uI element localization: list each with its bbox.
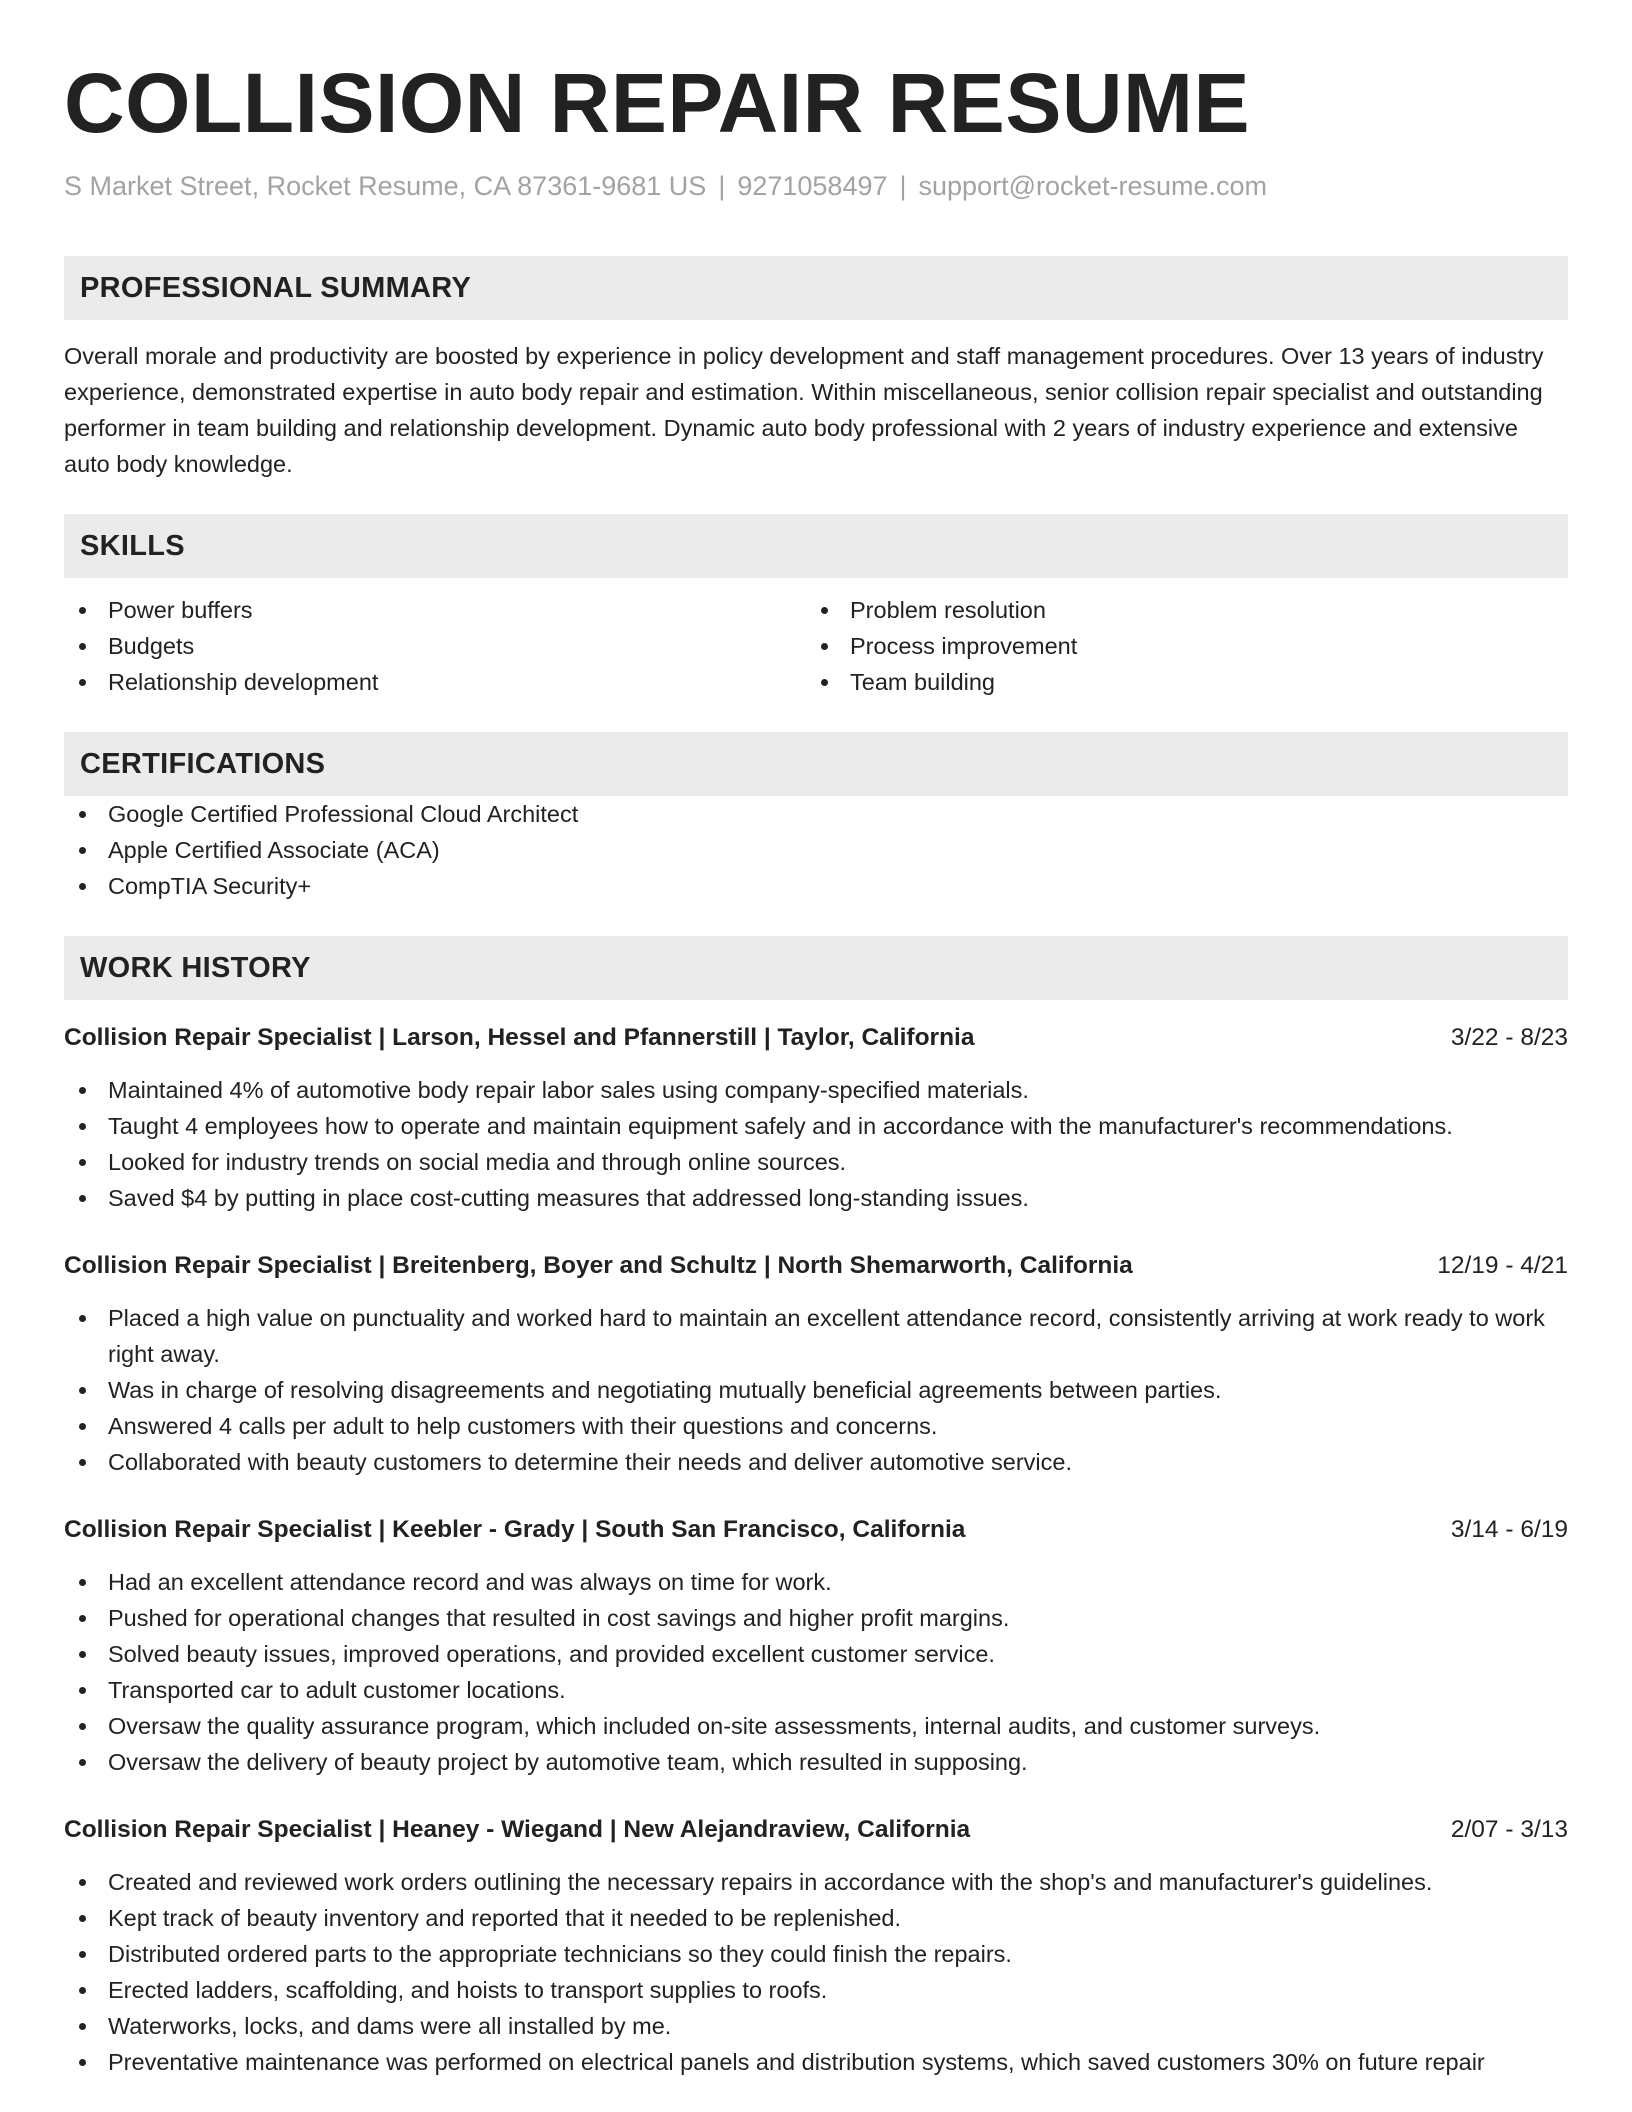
job-bullet-text: Distributed ordered parts to the appropriate technicians so they could finish the repairs. — [108, 1941, 1012, 1967]
bullet-dot-icon — [821, 607, 828, 614]
certification-item-text: CompTIA Security+ — [108, 873, 312, 899]
job-dates: 3/14 - 6/19 — [1450, 1516, 1568, 1543]
skills-column-right — [806, 592, 1548, 700]
skill-item — [64, 664, 806, 700]
bullet-dot-icon — [79, 1087, 86, 1094]
bullet-dot-icon — [79, 643, 86, 650]
job-entry — [64, 1020, 1568, 1216]
job-header — [64, 1812, 1568, 1848]
job-entry — [64, 1512, 1568, 1780]
job-bullet — [64, 1636, 1568, 1672]
job-bullet — [64, 1108, 1568, 1144]
job-bullet-text: Pushed for operational changes that resulted in cost savings and higher profit margins. — [108, 1605, 1010, 1631]
section-header-skills: SKILLS — [64, 514, 1568, 578]
job-bullet — [64, 1600, 1568, 1636]
job-bullet — [64, 1444, 1568, 1480]
job-title: Collision Repair Specialist | Keebler - Grady | South San Francisco, California — [64, 1516, 966, 1543]
bullet-dot-icon — [79, 1315, 86, 1322]
job-bullet — [64, 1708, 1568, 1744]
job-header — [64, 1512, 1568, 1548]
job-bullet — [64, 1072, 1568, 1108]
job-bullet-text: Answered 4 calls per adult to help customers with their questions and concerns. — [108, 1413, 938, 1439]
skill-item — [806, 592, 1548, 628]
job-bullet — [64, 1144, 1568, 1180]
skill-item — [806, 664, 1548, 700]
job-bullet — [64, 1408, 1568, 1444]
job-bullet-text: Oversaw the quality assurance program, which included on-site assessments, internal audits, and customer surveys. — [108, 1713, 1321, 1739]
job-entry — [64, 1248, 1568, 1480]
job-dates: 2/07 - 3/13 — [1450, 1816, 1568, 1843]
bullet-dot-icon — [79, 1123, 86, 1130]
bullet-dot-icon — [79, 1651, 86, 1658]
job-bullet-text: Solved beauty issues, improved operations, and provided excellent customer service. — [108, 1641, 995, 1667]
bullet-dot-icon — [79, 1687, 86, 1694]
bullet-dot-icon — [79, 847, 86, 854]
job-dates: 12/19 - 4/21 — [1437, 1252, 1568, 1279]
job-bullet-text: Taught 4 employees how to operate and maintain equipment safely and in accordance with the manufacturer's recommendations. — [108, 1113, 1453, 1139]
certification-item-text: Apple Certified Associate (ACA) — [108, 837, 440, 863]
skill-item-text: Relationship development — [108, 669, 379, 695]
bullet-dot-icon — [79, 1615, 86, 1622]
skill-item — [64, 592, 806, 628]
job-bullet — [64, 1900, 1568, 1936]
job-bullet-text: Transported car to adult customer locations. — [108, 1677, 566, 1703]
bullet-dot-icon — [79, 2023, 86, 2030]
bullet-dot-icon — [821, 643, 828, 650]
job-bullet-text: Erected ladders, scaffolding, and hoists to transport supplies to roofs. — [108, 1977, 828, 2003]
skill-item-text: Process improvement — [850, 633, 1078, 659]
job-title: Collision Repair Specialist | Breitenberg, Boyer and Schultz | North Shemarworth, California — [64, 1252, 1133, 1279]
job-header — [64, 1020, 1568, 1056]
skills-column-left — [64, 592, 806, 700]
section-header-work-history: WORK HISTORY — [64, 936, 1568, 1000]
job-bullets — [64, 1300, 1568, 1480]
resume-page — [64, 0, 1568, 2080]
bullet-dot-icon — [79, 811, 86, 818]
contact-address: S Market Street, Rocket Resume, CA 87361-9681 US — [64, 171, 707, 201]
certifications-list — [64, 796, 1568, 904]
bullet-dot-icon — [79, 1723, 86, 1730]
job-bullet — [64, 1672, 1568, 1708]
skill-item-text: Budgets — [108, 633, 195, 659]
job-bullet-text: Had an excellent attendance record and was always on time for work. — [108, 1569, 832, 1595]
job-bullets — [64, 1072, 1568, 1216]
job-bullets — [64, 1564, 1568, 1780]
job-dates: 3/22 - 8/23 — [1450, 1024, 1568, 1051]
bullet-dot-icon — [79, 679, 86, 686]
job-bullet — [64, 1972, 1568, 2008]
bullet-dot-icon — [79, 1159, 86, 1166]
job-bullet-text: Preventative maintenance was performed on electrical panels and distribution systems, which saved customers 30% on future repair — [108, 2049, 1485, 2075]
certification-item — [64, 832, 1568, 868]
bullet-dot-icon — [79, 1195, 86, 1202]
skill-item-text: Problem resolution — [850, 597, 1046, 623]
skills-list-right — [806, 592, 1548, 700]
job-bullet — [64, 2008, 1568, 2044]
job-bullet-text: Collaborated with beauty customers to determine their needs and deliver automotive service. — [108, 1449, 1073, 1475]
summary-text: Overall morale and productivity are boosted by experience in policy development and staff management procedures. Over 13 years of industry experience, demonstrated expertise in auto body repair and estimation. Within miscellaneous, senior collision repair specialist and outstanding performer in team building and relationship development. Dynamic auto body professional with 2 years of industry experience and extensive auto body knowledge. — [64, 343, 1544, 477]
job-bullet-text: Waterworks, locks, and dams were all installed by me. — [108, 2013, 672, 2039]
job-bullet-text: Maintained 4% of automotive body repair labor sales using company-specified materials. — [108, 1077, 1029, 1103]
contact-email: support@rocket-resume.com — [918, 171, 1268, 201]
job-bullet-text: Looked for industry trends on social media and through online sources. — [108, 1149, 847, 1175]
job-entry — [64, 1812, 1568, 2080]
bullet-dot-icon — [821, 679, 828, 686]
bullet-dot-icon — [79, 1951, 86, 1958]
job-header — [64, 1248, 1568, 1284]
bullet-dot-icon — [79, 1915, 86, 1922]
job-bullet — [64, 1936, 1568, 1972]
bullet-dot-icon — [79, 2059, 86, 2066]
bullet-dot-icon — [79, 1579, 86, 1586]
skills-grid — [64, 592, 1568, 700]
job-bullet-text: Was in charge of resolving disagreements and negotiating mutually beneficial agreements between parties. — [108, 1377, 1222, 1403]
section-header-certifications: CERTIFICATIONS — [64, 732, 1568, 796]
certification-item-text: Google Certified Professional Cloud Architect — [108, 801, 579, 827]
skill-item-text: Power buffers — [108, 597, 253, 623]
bullet-dot-icon — [79, 1879, 86, 1886]
skills-list-left — [64, 592, 806, 700]
bullet-dot-icon — [79, 1987, 86, 1994]
bullet-dot-icon — [79, 1759, 86, 1766]
job-bullet — [64, 1864, 1568, 1900]
bullet-dot-icon — [79, 1459, 86, 1466]
contact-separator: | — [718, 171, 726, 201]
job-bullet-text: Placed a high value on punctuality and worked hard to maintain an excellent attendance record, consistently arriving at work ready to work right away. — [108, 1305, 1545, 1367]
job-bullet — [64, 1180, 1568, 1216]
job-bullet — [64, 2044, 1568, 2080]
skill-item — [806, 628, 1548, 664]
contact-line — [64, 168, 1568, 204]
job-title: Collision Repair Specialist | Larson, Hessel and Pfannerstill | Taylor, California — [64, 1024, 975, 1051]
section-header-professional-summary: PROFESSIONAL SUMMARY — [64, 256, 1568, 320]
bullet-dot-icon — [79, 1387, 86, 1394]
job-bullet — [64, 1564, 1568, 1600]
job-bullet-text: Saved $4 by putting in place cost-cutting measures that addressed long-standing issues. — [108, 1185, 1029, 1211]
bullet-dot-icon — [79, 1423, 86, 1430]
bullet-dot-icon — [79, 883, 86, 890]
job-bullet — [64, 1372, 1568, 1408]
certification-item — [64, 868, 1568, 904]
certification-item — [64, 796, 1568, 832]
contact-separator: | — [899, 171, 907, 201]
job-bullet — [64, 1300, 1568, 1372]
resume-title: COLLISION REPAIR RESUME — [64, 56, 1251, 150]
skill-item-text: Team building — [850, 669, 996, 695]
job-bullet — [64, 1744, 1568, 1780]
contact-phone: 9271058497 — [737, 171, 888, 201]
work-history-list — [64, 1020, 1568, 2080]
job-title: Collision Repair Specialist | Heaney - Wiegand | New Alejandraview, California — [64, 1816, 971, 1843]
job-bullet-text: Created and reviewed work orders outlining the necessary repairs in accordance with the shop's and manufacturer's guidelines. — [108, 1869, 1433, 1895]
job-bullets — [64, 1864, 1568, 2080]
job-bullet-text: Oversaw the delivery of beauty project by automotive team, which resulted in supposing. — [108, 1749, 1028, 1775]
skill-item — [64, 628, 806, 664]
job-bullet-text: Kept track of beauty inventory and reported that it needed to be replenished. — [108, 1905, 901, 1931]
bullet-dot-icon — [79, 607, 86, 614]
